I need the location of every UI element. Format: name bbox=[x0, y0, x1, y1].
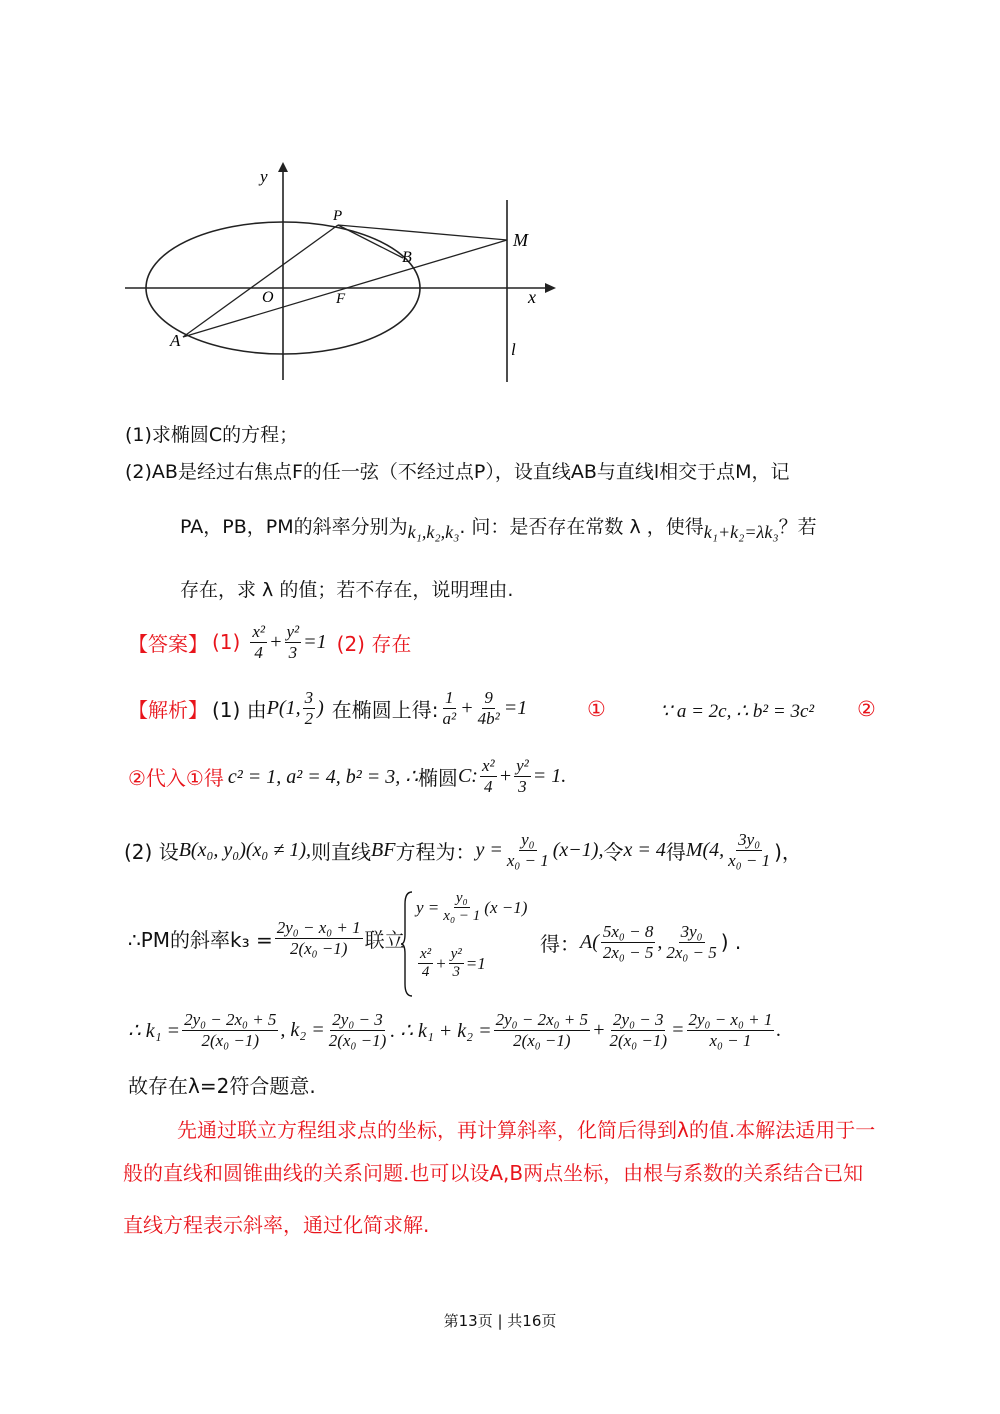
a1-text-b: 在椭圆上得: bbox=[331, 697, 439, 722]
label-x: x bbox=[528, 287, 536, 307]
label-f: F bbox=[336, 291, 346, 307]
a1-point: P(1, bbox=[266, 696, 301, 719]
a4-frac-k3: $\frac{\text{2y₀ − x₀ + 1}}{\text{2(x₀ −1)}}$ bbox=[276, 918, 361, 958]
a4-text-c: 得： bbox=[540, 931, 580, 956]
question-1: (1)求椭圆C的方程； bbox=[125, 424, 299, 446]
question-2-line2 bbox=[180, 516, 817, 542]
q2-text-b: . 问：是否存在常数 λ ，使得 bbox=[459, 516, 704, 538]
a3-l: )， bbox=[774, 839, 802, 864]
a5-sum: . ∴ k₁ + k₂ = bbox=[390, 1019, 492, 1042]
segment-PA bbox=[183, 225, 338, 337]
a2-frac2: $\frac{\text{y²}}{3}$ bbox=[516, 756, 529, 796]
answer-frac-x: x² 4 bbox=[252, 622, 265, 662]
a4-fracB: 3y₀ 2x₀ − 5 bbox=[666, 922, 717, 962]
a3-m: M(4, bbox=[685, 838, 725, 861]
a3-y: y = bbox=[475, 838, 503, 861]
a3-text-c: 则直线 bbox=[311, 839, 372, 864]
a5-eq: = bbox=[671, 1018, 685, 1041]
answer-part2: (2) 存在 bbox=[336, 631, 412, 656]
analysis-line1 bbox=[128, 688, 527, 728]
system-eq2: x² 4 + $\frac{\text{y²}}{3}$ =1 bbox=[420, 946, 486, 981]
a3-frac2: 3y₀ x₀ − 1 bbox=[728, 830, 771, 870]
a1-frac1: 1 a² bbox=[442, 688, 457, 728]
label-l: l bbox=[511, 340, 516, 359]
a1-text-a: (1) 由 bbox=[212, 697, 267, 722]
a3-text-e: 方程为： bbox=[395, 839, 476, 864]
label-y: y bbox=[260, 167, 268, 186]
a5-frac1: $\frac{\text{2y₀ − 2x₀ + 5}}{\text{2(x₀ −1)}}$ bbox=[184, 1010, 277, 1050]
a5-k2: , k₂ = bbox=[280, 1018, 325, 1041]
answer-tag: 【答案】 bbox=[128, 631, 208, 656]
a5-end: . bbox=[776, 1018, 782, 1041]
answer-part1: (1) bbox=[212, 630, 241, 655]
a3-g: (x−1), bbox=[552, 838, 604, 861]
a4-fracA: 5x₀ − 8 2x₀ − 5 bbox=[602, 922, 654, 962]
a4-text-b: 联立 bbox=[364, 927, 405, 952]
equation-system bbox=[400, 888, 550, 1000]
a3-text-a: (2) 设 bbox=[124, 839, 179, 864]
q2-k-eq: k₁+k₂=λk₃ bbox=[703, 522, 779, 542]
question-2-line3: 存在，求 λ 的值；若不存在，说明理由. bbox=[180, 579, 514, 601]
a2-text-c: 椭圆 bbox=[417, 765, 458, 790]
system-eq1: y = $\frac{\text{y₀}}{\text{x₀ − 1}}$ (x −1) bbox=[416, 890, 528, 925]
answer-frac-y: $\frac{\text{y²}}{3}$ bbox=[286, 622, 300, 662]
label-p: P bbox=[333, 208, 343, 224]
analysis-line4 bbox=[128, 918, 405, 958]
a1-half: 3 2 bbox=[304, 688, 314, 728]
a2-values: c² = 1, a² = 4, b² = 3, ∴ bbox=[227, 765, 418, 788]
label-b: B bbox=[402, 249, 412, 266]
a1-eq: =1 bbox=[503, 696, 528, 719]
a2-frac1: x² 4 bbox=[481, 756, 495, 796]
a5-k1: ∴ k₁ = bbox=[128, 1019, 181, 1042]
label-m: M bbox=[513, 230, 528, 250]
label-a: A bbox=[170, 331, 181, 350]
a4-text-a: ∴PM的斜率k₃ = bbox=[128, 927, 273, 952]
circle-2: ② bbox=[857, 697, 876, 721]
a3-bf: BF bbox=[371, 838, 396, 861]
a2-eq: = 1. bbox=[532, 764, 567, 787]
a4-comma: , bbox=[657, 930, 663, 953]
analysis-line5 bbox=[128, 1010, 781, 1050]
x-axis-arrow bbox=[545, 283, 556, 293]
page-footer: 第13页 | 共16页 bbox=[443, 1312, 557, 1330]
circle-1: ① bbox=[587, 697, 606, 721]
a5-frac3: $\frac{\text{2y₀ − 2x₀ + 5}}{\text{2(x₀ −1)}}$ bbox=[495, 1010, 588, 1050]
analysis-line3 bbox=[124, 830, 802, 870]
system-brace bbox=[400, 888, 414, 1000]
a5-frac4: $\frac{\text{2y₀ − 3}}{\text{2(x₀ −1)}}$ bbox=[609, 1010, 667, 1050]
a3-text-h: 令 bbox=[603, 839, 624, 864]
a3-frac1: $\frac{\text{y₀}}{\text{x₀ − 1}}$ bbox=[506, 830, 549, 870]
a1-relation: ∵ a = 2c, ∴ b² = 3c² bbox=[660, 701, 815, 722]
analysis-conclusion: 故存在λ=2符合题意. bbox=[128, 1074, 316, 1098]
a4-a: A( bbox=[580, 930, 599, 953]
a1-point-close: ) bbox=[317, 696, 324, 719]
a2-text-a: ②代入①得 bbox=[128, 765, 224, 790]
a5-plus: + bbox=[592, 1018, 606, 1041]
a1-frac2: $\frac{9}{\text{4b²}}$ bbox=[477, 688, 500, 728]
comment-line1: 先通过联立方程组求点的坐标，再计算斜率，化简后得到λ的值.本解法适用于一 bbox=[177, 1118, 876, 1142]
y-axis-arrow bbox=[278, 162, 288, 172]
analysis-line2 bbox=[128, 756, 566, 796]
a5-frac2: $\frac{\text{2y₀ − 3}}{\text{2(x₀ −1)}}$ bbox=[328, 1010, 387, 1050]
analysis-tag: 【解析】 bbox=[128, 697, 208, 722]
a4-e: ) . bbox=[720, 930, 742, 955]
comment-line3: 直线方程表示斜率，通过化简求解. bbox=[123, 1213, 430, 1237]
ellipse-figure bbox=[120, 160, 570, 390]
a3-text-j: 得 bbox=[665, 839, 686, 864]
a5-frac5: $\frac{\text{2y₀ − x₀ + 1}}{\text{x₀ − 1}}$ bbox=[688, 1010, 773, 1050]
a3-x4: x = 4 bbox=[623, 838, 666, 861]
question-2-line1: (2)AB是经过右焦点F的任一弦（不经过点P），设直线AB与直线l相交于点M，记 bbox=[125, 461, 790, 483]
q2-text-c: ？若 bbox=[778, 516, 817, 538]
q2-k-list: k₁,k₂,k₃ bbox=[407, 522, 460, 542]
q2-text-a: PA，PB，PM的斜率分别为 bbox=[180, 516, 408, 538]
analysis-line4-result bbox=[540, 922, 741, 962]
a3-b: B(x₀, y₀)(x₀ ≠ 1), bbox=[178, 838, 312, 861]
a1-plus: + bbox=[460, 696, 474, 719]
answer-plus: + bbox=[269, 630, 283, 653]
answer-rhs: =1 bbox=[303, 630, 327, 653]
comment-line2: 般的直线和圆锥曲线的关系问题.也可以设A,B两点坐标，由根与系数的关系结合已知 bbox=[123, 1161, 864, 1185]
answer-line bbox=[128, 622, 411, 662]
a2-c: C: bbox=[457, 764, 478, 787]
a2-plus: + bbox=[498, 764, 513, 787]
label-o: O bbox=[262, 289, 274, 306]
